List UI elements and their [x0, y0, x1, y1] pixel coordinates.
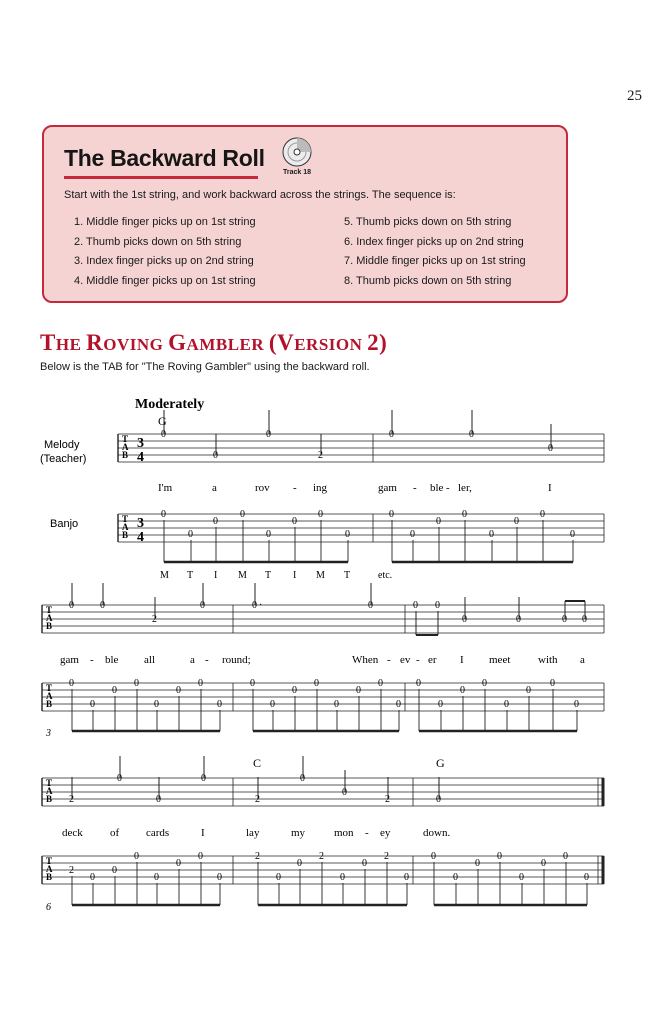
svg-text:0: 0 [582, 614, 587, 625]
svg-text:0: 0 [217, 699, 222, 710]
svg-text:0: 0 [416, 678, 421, 689]
svg-text:0: 0 [574, 699, 579, 710]
chord-symbol: G [436, 756, 445, 770]
svg-text:0: 0 [198, 851, 203, 862]
svg-text:0: 0 [292, 516, 297, 527]
lyric: ble [105, 654, 119, 666]
svg-text:0: 0 [378, 678, 383, 689]
step-item: 7. Middle finger picks up on 1st string [344, 255, 526, 267]
svg-text:0: 0 [69, 678, 74, 689]
lyric: meet [489, 654, 511, 666]
melody-label: (Teacher) [40, 453, 87, 465]
svg-text:2: 2 [385, 794, 390, 805]
lyric: - [365, 827, 369, 839]
svg-text:2: 2 [255, 794, 260, 805]
svg-text:A: A [46, 613, 53, 623]
svg-text:0: 0 [570, 529, 575, 540]
svg-text:0: 0 [519, 872, 524, 883]
tab-clef [46, 605, 53, 709]
fingering: etc. [378, 570, 393, 581]
svg-text:0: 0 [562, 614, 567, 625]
svg-text:0: 0 [134, 678, 139, 689]
svg-text:B: B [46, 794, 53, 804]
svg-text:0: 0 [460, 685, 465, 696]
banjo-stems-2 [72, 689, 577, 731]
svg-text:A: A [46, 864, 53, 874]
svg-text:0: 0 [514, 516, 519, 527]
lyric: - [387, 654, 391, 666]
svg-text:2: 2 [69, 865, 74, 876]
svg-text:0: 0 [156, 794, 161, 805]
lyric: - [293, 482, 297, 494]
lyric: - [446, 482, 450, 494]
svg-text:0: 0 [134, 851, 139, 862]
lyric: with [538, 654, 558, 666]
title-part: R [86, 330, 104, 355]
svg-text:0: 0 [435, 600, 440, 611]
step-item: 1. Middle finger picks up on 1st string [74, 216, 256, 228]
svg-text:T: T [46, 856, 53, 866]
lyrics-line-2 [60, 654, 585, 666]
step-item: 6. Index finger picks up on 2nd string [344, 235, 524, 248]
lyric: gam [378, 482, 397, 494]
svg-text:0: 0 [497, 851, 502, 862]
lyric: When [352, 654, 379, 666]
fingering: T [187, 570, 194, 581]
svg-text:0: 0 [213, 516, 218, 527]
svg-text:2: 2 [255, 851, 260, 862]
svg-text:·: · [259, 600, 263, 611]
fingering: M [238, 570, 247, 581]
svg-text:B: B [122, 450, 129, 460]
svg-text:0: 0 [453, 872, 458, 883]
svg-text:4: 4 [137, 530, 144, 545]
svg-text:T: T [122, 434, 129, 444]
page-number: 25 [627, 88, 642, 104]
svg-text:0: 0 [356, 685, 361, 696]
title-part: AMBLER [186, 335, 269, 354]
svg-text:0: 0 [69, 600, 74, 611]
svg-text:0: 0 [436, 516, 441, 527]
svg-text:2: 2 [152, 614, 157, 625]
svg-text:0: 0 [276, 872, 281, 883]
lyrics-line-1 [158, 482, 552, 494]
svg-text:0: 0 [541, 858, 546, 869]
svg-text:0: 0 [550, 678, 555, 689]
svg-text:0: 0 [270, 699, 275, 710]
svg-text:A: A [122, 442, 129, 452]
svg-text:0: 0 [200, 600, 205, 611]
step-item: 8. Thumb picks down on 5th string [344, 274, 512, 287]
banjo-label: Banjo [50, 518, 79, 530]
svg-text:0: 0 [540, 509, 545, 520]
fingering-row [160, 570, 392, 581]
svg-text:0: 0 [154, 872, 159, 883]
svg-text:0: 0 [410, 529, 415, 540]
svg-text:2: 2 [319, 851, 324, 862]
fingering: M [160, 570, 169, 581]
time-signature [137, 436, 144, 545]
svg-text:A: A [46, 786, 53, 796]
svg-text:0: 0 [526, 685, 531, 696]
fingering: I [214, 570, 218, 581]
svg-text:0: 0 [431, 851, 436, 862]
svg-text:0: 0 [436, 794, 441, 805]
fingering: M [316, 570, 325, 581]
lyric: rov [255, 482, 270, 494]
lyric: ler, [458, 482, 472, 494]
title-part: ERSION [294, 335, 368, 354]
lyric: a [212, 482, 217, 494]
svg-text:0: 0 [334, 699, 339, 710]
lyrics-line-3 [62, 827, 450, 839]
fingering: T [344, 570, 351, 581]
svg-text:0: 0 [482, 678, 487, 689]
lyric: er [428, 654, 437, 666]
svg-text:0: 0 [292, 685, 297, 696]
lyric: cards [146, 827, 170, 839]
lyric: I [548, 482, 552, 494]
title-part: T [40, 330, 56, 355]
svg-text:B: B [122, 530, 129, 540]
title-part: HE [55, 335, 87, 354]
svg-text:0: 0 [266, 529, 271, 540]
song-subtitle: Below is the TAB for "The Roving Gambler" using the backward roll. [40, 361, 370, 373]
svg-text:0: 0 [201, 773, 206, 784]
lyric: round; [222, 654, 251, 666]
chord-symbol: C [253, 756, 262, 770]
step-item: 4. Middle finger picks up on 1st string [74, 274, 256, 287]
svg-text:0: 0 [300, 773, 305, 784]
box-intro: Start with the 1st string, and work backward across the strings. The sequence is: [64, 189, 456, 201]
tempo-marking: Moderately [135, 397, 205, 412]
svg-text:0: 0 [469, 429, 474, 440]
svg-text:0: 0 [345, 529, 350, 540]
lyric: - [205, 654, 209, 666]
svg-text:0: 0 [438, 699, 443, 710]
lyric: lay [246, 827, 260, 839]
svg-text:0: 0 [217, 872, 222, 883]
svg-text:0: 0 [362, 858, 367, 869]
banjo-stems-3 [72, 862, 587, 905]
tab-clef [122, 434, 129, 540]
lyric: I'm [158, 482, 173, 494]
svg-text:0: 0 [240, 509, 245, 520]
svg-text:0: 0 [266, 429, 271, 440]
svg-text:0: 0 [504, 699, 509, 710]
svg-text:0: 0 [188, 529, 193, 540]
svg-text:T: T [46, 683, 53, 693]
svg-text:A: A [122, 522, 129, 532]
lyric: of [110, 827, 120, 839]
title-part: OVING [103, 335, 169, 354]
chord-symbol: G [158, 414, 167, 428]
lyric: ev [400, 654, 411, 666]
fingering: I [293, 570, 297, 581]
step-item: 2. Thumb picks down on 5th string [74, 235, 242, 248]
svg-text:0: 0 [154, 699, 159, 710]
svg-text:A: A [46, 691, 53, 701]
banjo-staff-2 [42, 683, 604, 711]
lyric: - [413, 482, 417, 494]
svg-text:0: 0 [340, 872, 345, 883]
svg-text:2: 2 [69, 794, 74, 805]
svg-text:B: B [46, 621, 53, 631]
svg-text:3: 3 [137, 436, 144, 451]
svg-text:2: 2 [384, 851, 389, 862]
svg-text:0: 0 [342, 787, 347, 798]
svg-text:0: 0 [252, 600, 257, 611]
svg-text:2: 2 [318, 450, 323, 461]
svg-text:0: 0 [396, 699, 401, 710]
svg-text:T: T [46, 605, 53, 615]
svg-text:0: 0 [117, 773, 122, 784]
lyric: I [460, 654, 464, 666]
svg-text:0: 0 [112, 865, 117, 876]
svg-text:0: 0 [318, 509, 323, 520]
svg-text:0: 0 [161, 429, 166, 440]
melody-tab-numbers-1 [161, 410, 553, 461]
lyric: ing [313, 482, 328, 494]
svg-text:0: 0 [389, 509, 394, 520]
svg-text:B: B [46, 699, 53, 709]
svg-text:0: 0 [584, 872, 589, 883]
lyric: a [580, 654, 585, 666]
lyric: - [90, 654, 94, 666]
melody-staff-3 [42, 778, 604, 806]
svg-text:0: 0 [297, 858, 302, 869]
svg-text:B: B [46, 872, 53, 882]
cd-track-label: Track 18 [283, 169, 312, 176]
measure-number: 3 [46, 728, 51, 739]
lyric: all [144, 654, 155, 666]
svg-text:0: 0 [100, 600, 105, 611]
svg-text:0: 0 [90, 872, 95, 883]
step-item: 3. Index finger picks up on 2nd string [74, 255, 254, 267]
title-part: (V [268, 330, 295, 355]
svg-text:0: 0 [161, 509, 166, 520]
svg-text:3: 3 [137, 516, 144, 531]
svg-text:0: 0 [404, 872, 409, 883]
svg-text:0: 0 [198, 678, 203, 689]
svg-text:0: 0 [213, 450, 218, 461]
svg-text:0: 0 [489, 529, 494, 540]
svg-text:T: T [46, 778, 53, 788]
svg-text:0: 0 [548, 443, 553, 454]
lyric: down. [423, 827, 451, 839]
melody-tab-numbers-2 [69, 583, 587, 635]
lyric: I [201, 827, 205, 839]
svg-text:0: 0 [475, 858, 480, 869]
title-part: G [168, 330, 187, 355]
svg-text:0: 0 [314, 678, 319, 689]
measure-number: 6 [46, 902, 51, 913]
svg-text:0: 0 [176, 858, 181, 869]
fingering: T [265, 570, 272, 581]
svg-text:0: 0 [462, 614, 467, 625]
lyric: a [190, 654, 195, 666]
box-title: The Backward Roll [64, 145, 265, 171]
tab-clef [46, 778, 53, 882]
svg-text:0: 0 [413, 600, 418, 611]
melody-staff-1 [118, 434, 604, 462]
svg-text:T: T [122, 514, 129, 524]
banjo-stems-1 [164, 520, 573, 562]
svg-text:0: 0 [112, 685, 117, 696]
svg-text:0: 0 [90, 699, 95, 710]
svg-text:0: 0 [563, 851, 568, 862]
lyric: gam [60, 654, 79, 666]
lyric: mon [334, 827, 354, 839]
title-part: 2) [367, 330, 388, 355]
svg-text:0: 0 [462, 509, 467, 520]
lyric: - [416, 654, 420, 666]
lyric: my [291, 827, 306, 839]
lyric: ey [380, 827, 391, 839]
lyric: ble [430, 482, 444, 494]
svg-text:0: 0 [176, 685, 181, 696]
svg-text:0: 0 [389, 429, 394, 440]
lyric: deck [62, 827, 83, 839]
svg-text:0: 0 [516, 614, 521, 625]
step-item: 5. Thumb picks down on 5th string [344, 216, 512, 228]
svg-text:4: 4 [137, 450, 144, 465]
melody-label: Melody [44, 439, 80, 451]
svg-text:0: 0 [368, 600, 373, 611]
svg-text:0: 0 [250, 678, 255, 689]
